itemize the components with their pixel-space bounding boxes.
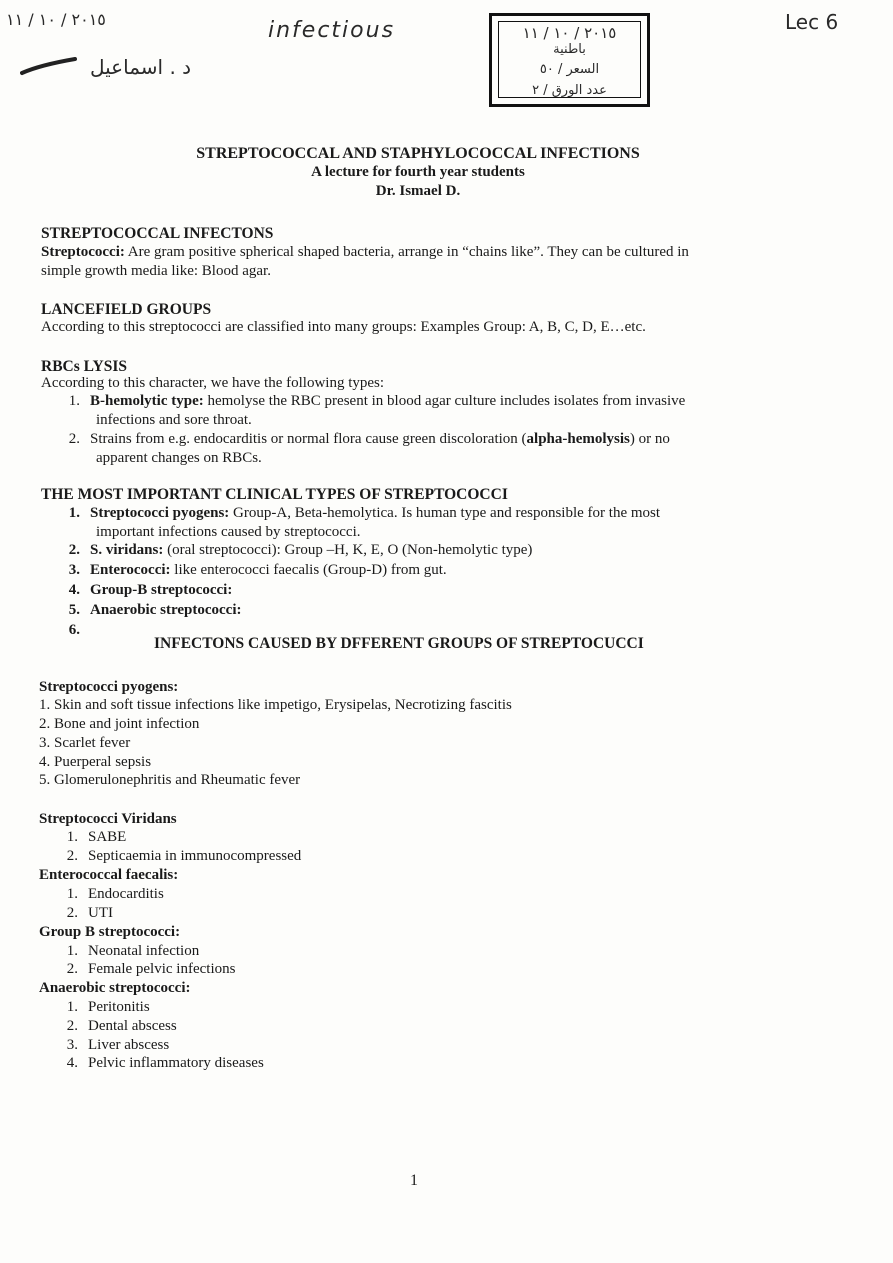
viridans-item-2 [56, 847, 301, 866]
rbc-intro: According to this character, we have the following types: [41, 375, 385, 391]
clinical-item-1-text: Group-A, Beta-hemolytica. Is human type and responsible for the most [229, 505, 661, 521]
viridans-item-1 [56, 828, 126, 847]
clinical-item-1 [58, 504, 868, 523]
handwritten-arabic-name: د . اسماعيل [90, 55, 192, 79]
clinical-item-5-lead: Anaerobic streptococci: [90, 602, 242, 618]
clinical-item-6 [58, 621, 90, 640]
anaerobic-item-4 [56, 1054, 264, 1073]
handwritten-subject-note: infectious [268, 18, 396, 43]
enterococcal-item-1 [56, 885, 164, 904]
stamp-department: باطنية [553, 42, 586, 57]
page-number: 1 [410, 1172, 418, 1189]
clinical-item-2 [58, 541, 532, 560]
pyogens-item-3: 3. Scarlet fever [39, 735, 131, 751]
anaerobic-item-4-number: 4. [66, 1055, 78, 1071]
anaerobic-heading: Anaerobic streptococci: [39, 980, 191, 996]
streptococci-lead: Streptococci: [41, 244, 125, 260]
rbc-item-1-text: hemolyse the RBC present in blood agar culture includes isolates from invasive [203, 393, 686, 409]
anaerobic-item-1-number: 1. [66, 999, 78, 1015]
rbc-item-1 [58, 392, 868, 411]
document-author: Dr. Ismael D. [375, 183, 461, 199]
document-subtitle: A lecture for fourth year students [311, 164, 525, 180]
section-heading-clinical-types: THE MOST IMPORTANT CLINICAL TYPES OF STREPTOCOCCI [41, 486, 508, 503]
anaerobic-item-2-text: Dental abscess [88, 1018, 177, 1034]
viridans-item-2-number: 2. [66, 848, 78, 864]
viridans-heading: Streptococci Viridans [39, 811, 177, 827]
groupb-item-1 [56, 942, 199, 961]
rbc-item-2 [58, 430, 868, 449]
lancefield-text: According to this streptococci are classified into many groups: Examples Group: A, B, C, D, E…etc. [41, 319, 646, 335]
groupb-heading: Group B streptococci: [39, 924, 181, 940]
library-stamp [489, 13, 650, 107]
anaerobic-item-3-text: Liver abscess [88, 1037, 170, 1053]
viridans-item-1-number: 1. [66, 829, 78, 845]
clinical-item-6-number: 6. [68, 622, 80, 638]
enterococcal-heading: Enterococcal faecalis: [39, 867, 179, 883]
clinical-item-5 [58, 601, 242, 620]
pyogens-item-5: 5. Glomerulonephritis and Rheumatic fever [39, 772, 301, 788]
handwritten-lecture-tag: Lec 6 [785, 10, 839, 34]
anaerobic-item-4-text: Pelvic inflammatory diseases [88, 1055, 264, 1071]
document-title: STREPTOCOCCAL AND STAPHYLOCOCCAL INFECTIONS [196, 145, 640, 162]
clinical-item-4-number: 4. [68, 582, 80, 598]
streptococci-text-line1: Are gram positive spherical shaped bacteria, arrange in “chains like”. They can be cultured in [124, 244, 689, 260]
rbc-item-1-lead: B-hemolytic type: [90, 393, 204, 409]
rbc-item-1-cont: infections and sore throat. [96, 412, 252, 428]
clinical-item-2-lead: S. viridans: [90, 542, 164, 558]
groupb-item-2 [56, 960, 235, 979]
stamp-price: السعر / ٥٠ [539, 62, 600, 77]
clinical-item-3 [58, 561, 447, 580]
enterococcal-item-1-number: 1. [66, 886, 78, 902]
anaerobic-item-3 [56, 1036, 169, 1055]
anaerobic-item-2 [56, 1017, 177, 1036]
anaerobic-item-2-number: 2. [66, 1018, 78, 1034]
groupb-item-2-number: 2. [66, 961, 78, 977]
clinical-item-4 [58, 581, 232, 600]
section-heading-streptococcal: STREPTOCOCCAL INFECTONS [41, 225, 274, 242]
streptococci-text-line2: simple growth media like: Blood agar. [41, 263, 271, 279]
clinical-item-1-cont: important infections caused by streptococci. [96, 524, 361, 540]
clinical-item-3-lead: Enterococci: [90, 562, 171, 578]
enterococcal-item-2-number: 2. [66, 905, 78, 921]
groupb-item-1-text: Neonatal infection [88, 943, 200, 959]
clinical-item-1-number: 1. [68, 505, 80, 521]
stamp-pages: عدد الورق / ٢ [532, 83, 607, 98]
enterococcal-item-2-text: UTI [88, 905, 113, 921]
groupb-item-1-number: 1. [66, 943, 78, 959]
pyogens-heading: Streptococci pyogens: [39, 679, 179, 695]
rbc-item-2-number: 2. [68, 431, 80, 447]
clinical-item-4-lead: Group-B streptococci: [90, 582, 233, 598]
viridans-item-1-text: SABE [88, 829, 127, 845]
rbc-item-1-number: 1. [68, 393, 80, 409]
clinical-item-3-number: 3. [68, 562, 80, 578]
section-heading-rbc-lysis: RBCs LYSIS [41, 358, 128, 375]
pyogens-item-2: 2. Bone and joint infection [39, 716, 200, 732]
clinical-item-3-text: like enterococci faecalis (Group-D) from gut. [170, 562, 447, 578]
groupb-item-2-text: Female pelvic infections [88, 961, 236, 977]
handwritten-date: ٢٠١٥ / ١٠ / ١١ [6, 10, 106, 29]
streptococci-definition [41, 243, 871, 262]
stamp-date: ٢٠١٥ / ١٠ / ١١ [522, 24, 617, 42]
enterococcal-item-1-text: Endocarditis [88, 886, 164, 902]
rbc-item-2-text-a: Strains from e.g. endocarditis or normal flora cause green discoloration ( [90, 431, 527, 447]
pyogens-item-4: 4. Puerperal sepsis [39, 754, 152, 770]
clinical-item-5-number: 5. [68, 602, 80, 618]
section-heading-lancefield: LANCEFIELD GROUPS [41, 301, 212, 318]
viridans-item-2-text: Septicaemia in immunocompressed [88, 848, 302, 864]
anaerobic-item-1-text: Peritonitis [88, 999, 150, 1015]
rbc-item-2-text-c: ) or no [629, 431, 670, 447]
anaerobic-item-1 [56, 998, 150, 1017]
pyogens-item-1: 1. Skin and soft tissue infections like impetigo, Erysipelas, Necrotizing fascitis [39, 697, 512, 713]
section-heading-infections: INFECTONS CAUSED BY DFFERENT GROUPS OF STREPTOCUCCI [154, 635, 644, 652]
clinical-item-2-text: (oral streptococci): Group –H, K, E, O (Non-hemolytic type) [163, 542, 533, 558]
pen-scribble-mark [20, 55, 80, 80]
rbc-item-2-alpha: alpha-hemolysis [526, 431, 630, 447]
clinical-item-2-number: 2. [68, 542, 80, 558]
clinical-item-1-lead: Streptococci pyogens: [90, 505, 230, 521]
enterococcal-item-2 [56, 904, 113, 923]
anaerobic-item-3-number: 3. [66, 1037, 78, 1053]
rbc-item-2-cont: apparent changes on RBCs. [96, 450, 262, 466]
